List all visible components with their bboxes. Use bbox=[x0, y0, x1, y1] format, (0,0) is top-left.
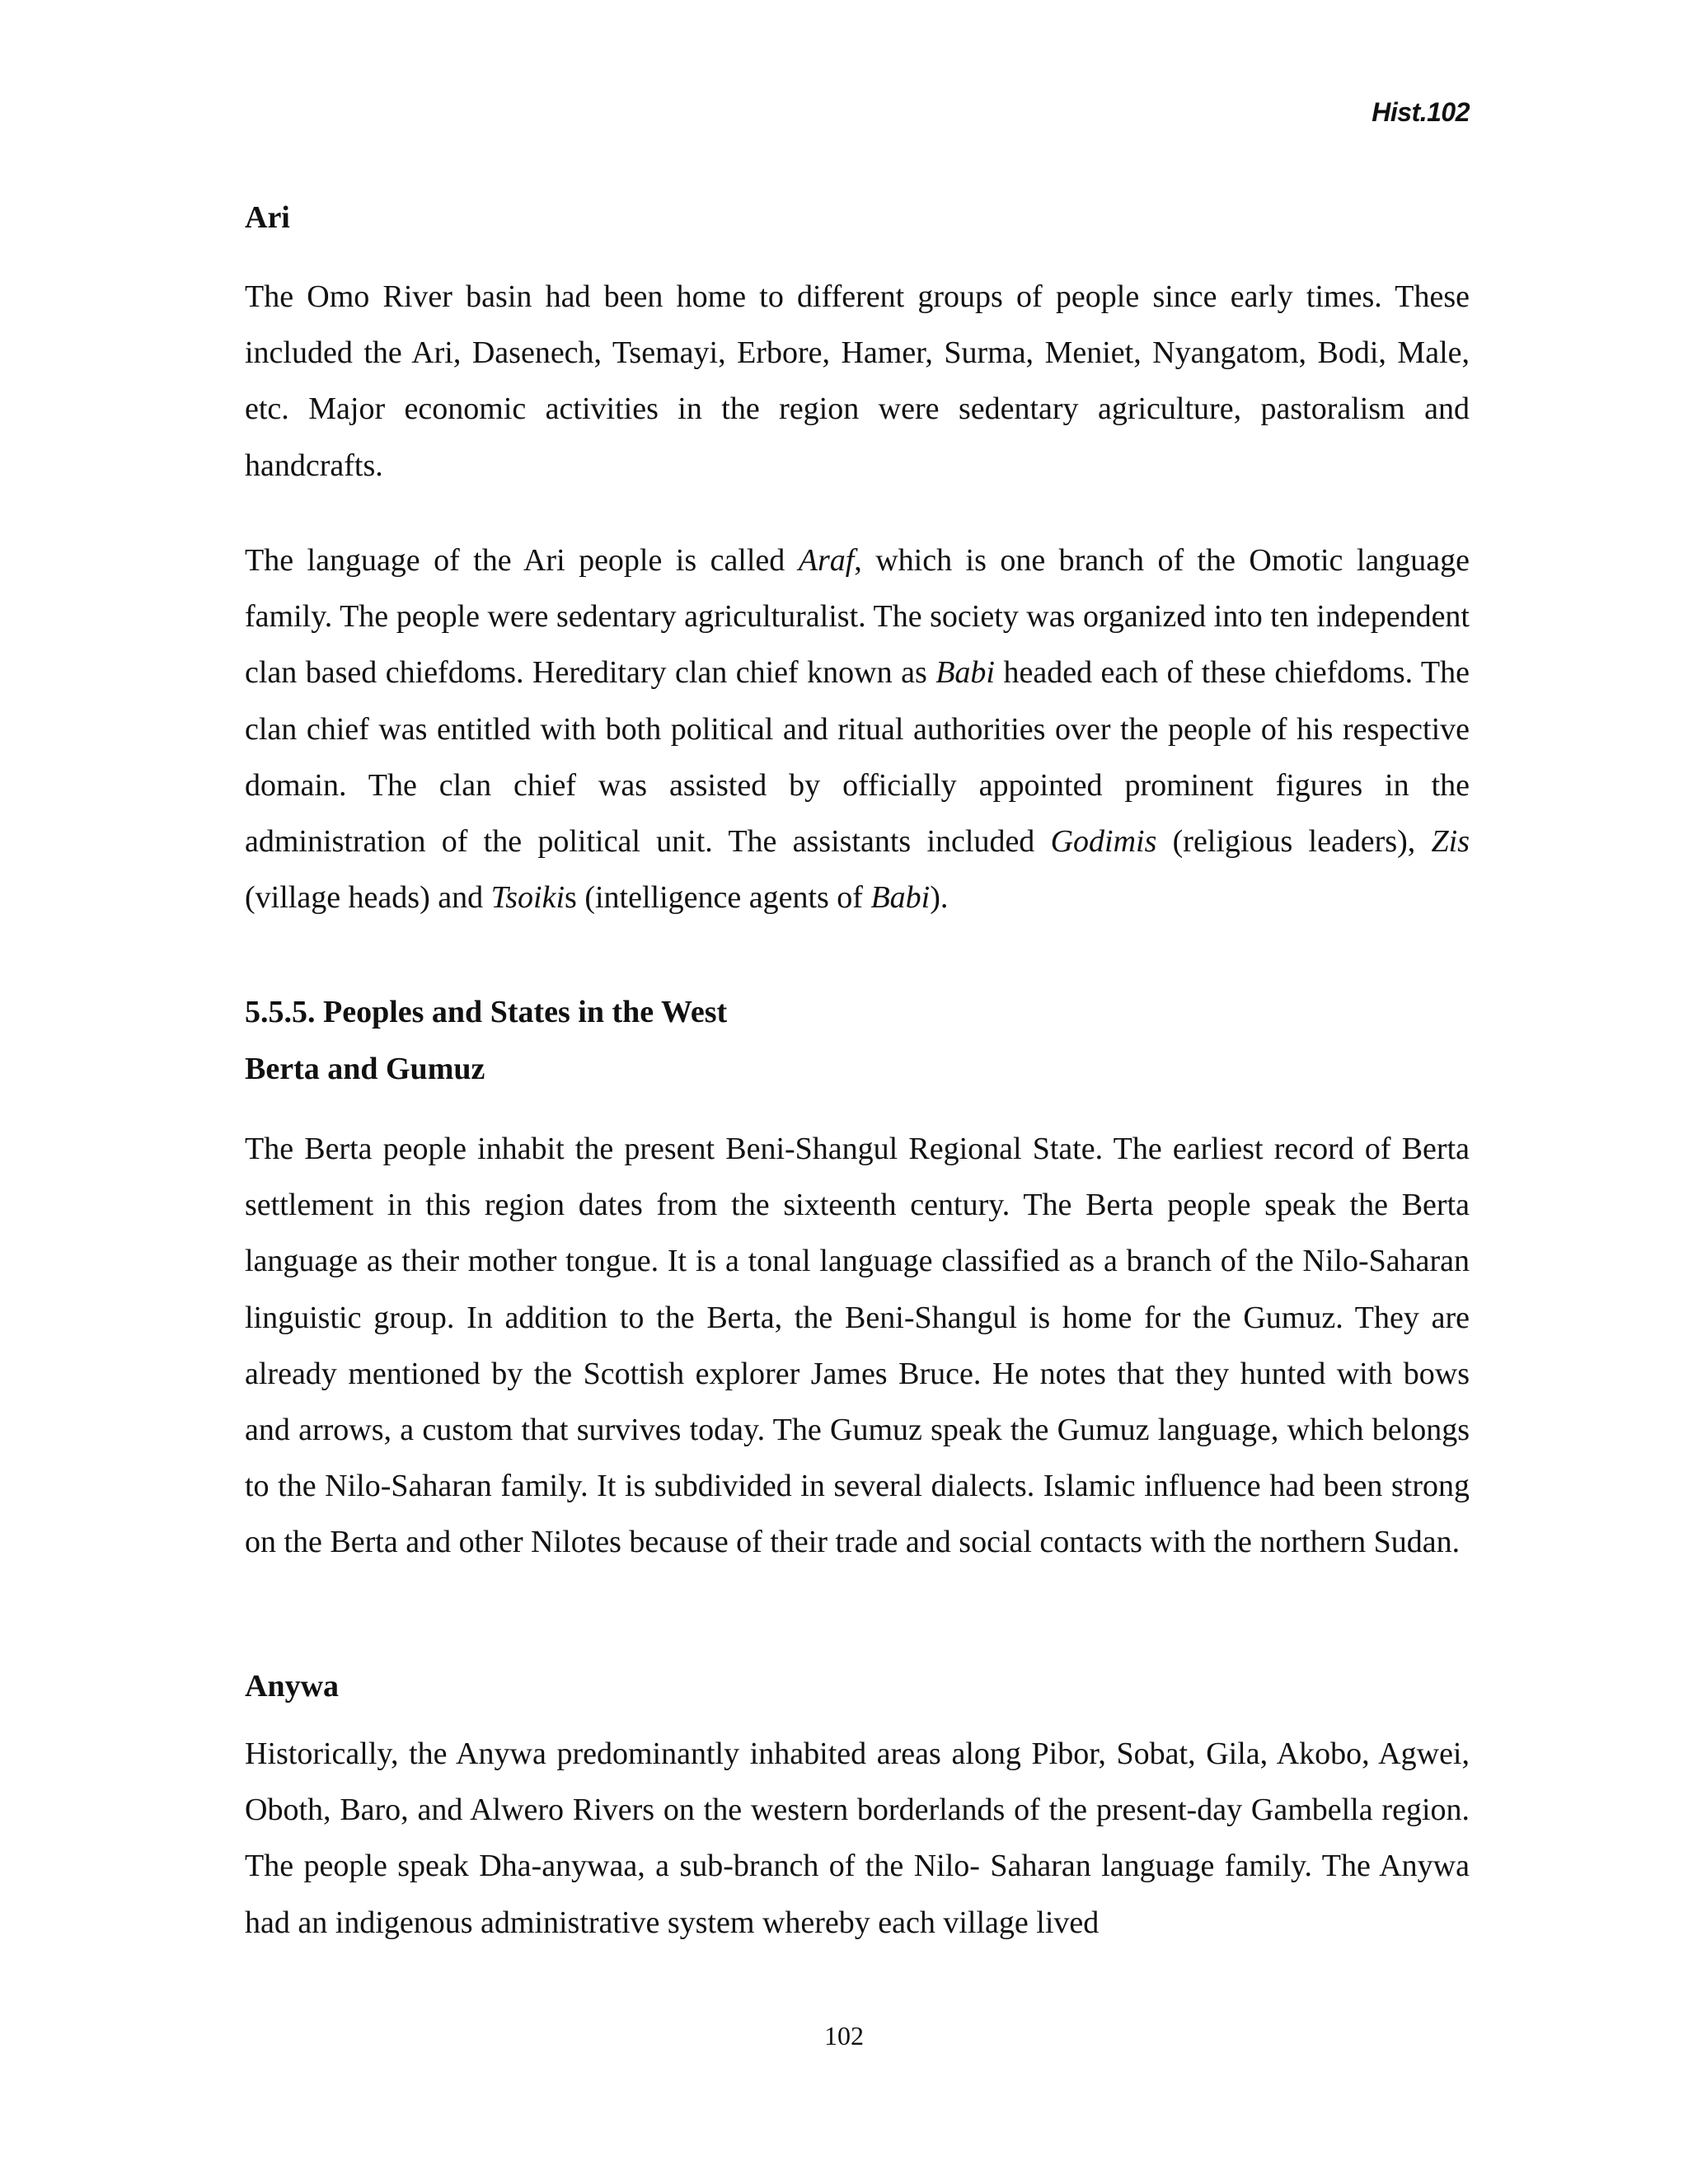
paragraph-ari-2 bbox=[245, 532, 1470, 926]
term-babi: Babi bbox=[870, 880, 931, 916]
term-araf: Araf bbox=[798, 543, 855, 578]
text-run: headed each of these chiefdoms. The clan chief was entitled with both political and ritual authorities over the people of his respective domain. The clan chief was assisted by officially appointed prominent figures in the administration of the political unit. The assistants included bbox=[245, 655, 1470, 860]
term-babi: Babi bbox=[935, 655, 995, 691]
term-tsoiki: Tsoiki bbox=[490, 880, 565, 916]
text-run: s (intelligence agents of bbox=[565, 880, 871, 916]
paragraph-berta-gumuz: The Berta people inhabit the present Beni-Shangul Regional State. The earliest record of Berta settlement in this region dates from the sixteenth century. The Berta people speak the Berta language as their mother tongue. It is a tonal language classified as a branch of the Nilo-Saharan linguistic group. In addition to the Berta, the Beni-Shangul is home for the Gumuz. They are already mentioned by the Scottish explorer James Bruce. He notes that they hunted with bows and arrows, a custom that survives today. The Gumuz speak the Gumuz language, which belongs to the Nilo-Saharan family. It is subdivided in several dialects. Islamic influence had been strong on the Berta and other Nilotes because of their trade and social contacts with the northern Sudan. bbox=[245, 1132, 1470, 1560]
running-header: Hist.102 bbox=[1372, 97, 1470, 127]
paragraph-anywa: Historically, the Anywa predominantly inhabited areas along Pibor, Sobat, Gila, Akobo, Agwei, Oboth, Baro, and Alwero Rivers on the western borderlands of the present-day Gambella region. The people speak Dha-anywaa, a sub-branch of the Nilo- Saharan language family. The Anywa had an indigenous administrative system whereby each village lived bbox=[245, 1736, 1470, 1940]
section-heading-west: 5.5.5. Peoples and States in the West bbox=[245, 995, 728, 1029]
section-heading-ari: Ari bbox=[245, 200, 290, 235]
subsection-heading-berta-gumuz: Berta and Gumuz bbox=[245, 1052, 485, 1086]
paragraph-ari-1: The Omo River basin had been home to different groups of people since early times. These included the Ari, Dasenech, Tsemayi, Erbore, Hamer, Surma, Meniet, Nyangatom, Bodi, Male, etc. Major economic activities in the region were sedentary agriculture, pastoralism and handcrafts. bbox=[245, 279, 1470, 483]
term-godimis: Godimis bbox=[1050, 824, 1157, 860]
subsection-heading-anywa: Anywa bbox=[245, 1669, 340, 1704]
text-run: (village heads) and bbox=[245, 880, 491, 916]
term-zis: Zis bbox=[1431, 824, 1470, 860]
text-run: The language of the Ari people is called bbox=[245, 543, 799, 578]
page-number: 102 bbox=[824, 2021, 864, 2050]
text-run: ). bbox=[930, 880, 949, 916]
text-run: (religious leaders), bbox=[1156, 824, 1432, 860]
text-run: , which is one branch of the Omotic language family. The people were sedentary agriculturalist. The society was organized into ten independent clan based chiefdoms. Hereditary clan chief known as bbox=[245, 543, 1470, 691]
